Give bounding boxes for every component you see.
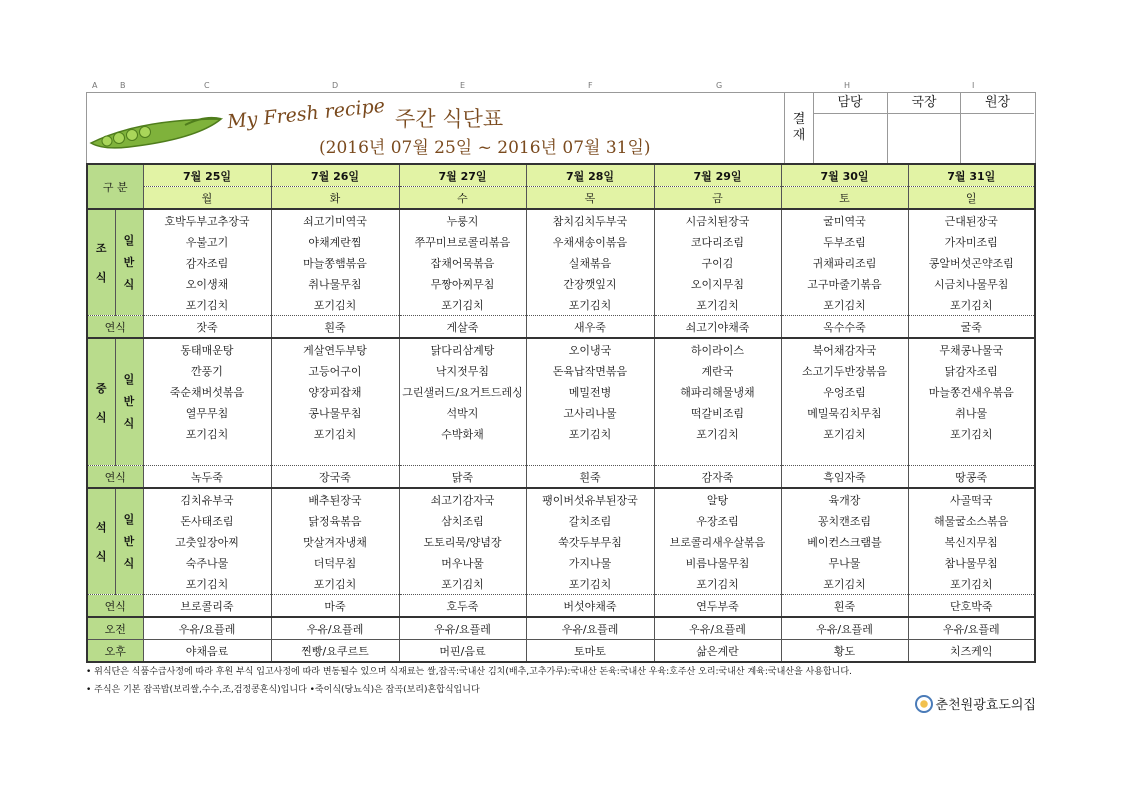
menu-row <box>87 510 1035 531</box>
dow-row <box>87 187 1035 210</box>
menu-row <box>87 231 1035 252</box>
menu-cell: 시금치된장국 <box>654 209 781 231</box>
menu-cell: 계란국 <box>654 360 781 381</box>
menu-cell <box>399 444 526 466</box>
menu-cell: 북어채감자국 <box>781 338 908 360</box>
menu-row <box>87 209 1035 231</box>
snack-cell: 우유/요플레 <box>526 617 654 640</box>
day-date: 7월 28일 <box>526 164 654 187</box>
menu-cell: 돈육납작면볶음 <box>526 360 654 381</box>
porridge-cell: 게살죽 <box>399 316 526 339</box>
menu-cell: 굴미역국 <box>781 209 908 231</box>
brand-name: My Fresh recipe <box>226 94 386 134</box>
menu-row <box>87 381 1035 402</box>
menu-cell <box>271 444 399 466</box>
footer <box>915 694 1036 713</box>
day-date: 7월 25일 <box>143 164 271 187</box>
menu-cell: 삼치조림 <box>399 510 526 531</box>
menu-row <box>87 488 1035 510</box>
snack-row <box>87 617 1035 640</box>
porridge-cell: 연두부죽 <box>654 595 781 618</box>
menu-cell: 포기김치 <box>781 294 908 316</box>
menu-cell: 고등어구이 <box>271 360 399 381</box>
menu-cell: 사골떡국 <box>908 488 1035 510</box>
menu-cell: 구이김 <box>654 252 781 273</box>
snack-cell: 치즈케익 <box>908 640 1035 663</box>
porridge-cell: 잣죽 <box>143 316 271 339</box>
menu-cell: 고구마줄기볶음 <box>781 273 908 294</box>
menu-cell: 누룽지 <box>399 209 526 231</box>
snack-cell: 토마토 <box>526 640 654 663</box>
menu-cell: 갈치조림 <box>526 510 654 531</box>
menu-row <box>87 360 1035 381</box>
menu-cell: 무짱아찌무침 <box>399 273 526 294</box>
snack-label: 오전 <box>87 617 143 640</box>
menu-cell: 오이냉국 <box>526 338 654 360</box>
menu-cell: 포기김치 <box>526 294 654 316</box>
day-of-week: 토 <box>781 187 908 210</box>
menu-cell: 메밀묵김치무침 <box>781 402 908 423</box>
menu-cell: 포기김치 <box>143 573 271 595</box>
porridge-row <box>87 316 1035 339</box>
menu-cell <box>526 444 654 466</box>
day-date: 7월 29일 <box>654 164 781 187</box>
menu-cell: 죽순채버섯볶음 <box>143 381 271 402</box>
weekly-menu-table <box>86 163 1036 663</box>
menu-cell: 깐풍기 <box>143 360 271 381</box>
menu-cell: 비름나물무침 <box>654 552 781 573</box>
menu-row <box>87 273 1035 294</box>
approval-label: 결 재 <box>785 93 814 163</box>
menu-cell: 포기김치 <box>781 573 908 595</box>
menu-cell: 닭정육볶음 <box>271 510 399 531</box>
menu-cell: 맛살겨자냉채 <box>271 531 399 552</box>
column-letter: F <box>588 81 593 90</box>
menu-row <box>87 573 1035 595</box>
porridge-cell: 옥수수죽 <box>781 316 908 339</box>
porridge-row <box>87 466 1035 489</box>
snack-cell: 우유/요플레 <box>781 617 908 640</box>
menu-cell: 오이생채 <box>143 273 271 294</box>
menu-cell: 포기김치 <box>908 423 1035 444</box>
breakfast-type-label <box>115 209 143 316</box>
menu-cell: 포기김치 <box>654 423 781 444</box>
menu-title: 주간 식단표 <box>395 107 504 131</box>
menu-cell: 복신지무침 <box>908 531 1035 552</box>
menu-cell: 우엉조림 <box>781 381 908 402</box>
porridge-cell: 장국죽 <box>271 466 399 489</box>
column-letter: A <box>92 81 98 90</box>
menu-cell: 도토리묵/양념장 <box>399 531 526 552</box>
approval-box <box>784 93 1035 163</box>
menu-cell: 알탕 <box>654 488 781 510</box>
lunch-side-label <box>87 338 115 466</box>
menu-cell: 우채새송이볶음 <box>526 231 654 252</box>
pea-pod-logo <box>89 113 229 151</box>
porridge-cell: 새우죽 <box>526 316 654 339</box>
menu-cell: 머우나물 <box>399 552 526 573</box>
menu-cell <box>143 444 271 466</box>
meal-label: 석 식 <box>95 521 107 563</box>
menu-row <box>87 423 1035 444</box>
meal-label: 조 식 <box>95 242 107 284</box>
lunch-type-label <box>115 338 143 466</box>
menu-cell: 우불고기 <box>143 231 271 252</box>
menu-cell: 고사리나물 <box>526 402 654 423</box>
approval-col-manager <box>813 93 888 163</box>
menu-cell: 하이라이스 <box>654 338 781 360</box>
menu-cell: 취나물 <box>908 402 1035 423</box>
snack-cell: 우유/요플레 <box>654 617 781 640</box>
menu-row <box>87 531 1035 552</box>
porridge-label: 연식 <box>87 466 143 489</box>
menu-cell: 그린샐러드/요거트드레싱 <box>399 381 526 402</box>
porridge-label: 연식 <box>87 316 143 339</box>
porridge-cell: 굴죽 <box>908 316 1035 339</box>
menu-cell: 포기김치 <box>271 423 399 444</box>
snack-cell: 삶은계란 <box>654 640 781 663</box>
meal-type: 일 반 식 <box>123 373 135 430</box>
menu-cell: 더덕무침 <box>271 552 399 573</box>
menu-cell: 베이컨스크램블 <box>781 531 908 552</box>
menu-cell: 포기김치 <box>399 573 526 595</box>
menu-row <box>87 252 1035 273</box>
approval-role: 담당 <box>813 93 887 114</box>
menu-header <box>86 92 1036 163</box>
menu-cell <box>654 444 781 466</box>
porridge-cell: 흰죽 <box>526 466 654 489</box>
menu-cell: 포기김치 <box>399 294 526 316</box>
menu-cell: 닭다리삼계탕 <box>399 338 526 360</box>
porridge-cell: 마죽 <box>271 595 399 618</box>
menu-cell: 쭈꾸미브로콜리볶음 <box>399 231 526 252</box>
note-line: • 주식은 기본 잡곡밥(보리쌀,수수,조,검정콩혼식)입니다 •죽이식(당뇨식)은 잡곡(보리)혼합식입니다 <box>86 685 480 695</box>
menu-cell: 꽁치캔조림 <box>781 510 908 531</box>
menu-cell: 취나물무침 <box>271 273 399 294</box>
menu-cell: 양장피잡채 <box>271 381 399 402</box>
porridge-cell: 땅콩죽 <box>908 466 1035 489</box>
menu-sheet <box>86 92 1036 663</box>
menu-cell: 게살연두부탕 <box>271 338 399 360</box>
menu-cell <box>781 444 908 466</box>
dinner-type-label <box>115 488 143 595</box>
notes <box>86 663 852 699</box>
menu-cell: 콩알버섯곤약조림 <box>908 252 1035 273</box>
menu-row <box>87 444 1035 466</box>
day-of-week: 금 <box>654 187 781 210</box>
day-of-week: 화 <box>271 187 399 210</box>
menu-cell: 소고기두반장볶음 <box>781 360 908 381</box>
menu-cell: 감자조림 <box>143 252 271 273</box>
day-of-week: 일 <box>908 187 1035 210</box>
menu-cell: 포기김치 <box>908 573 1035 595</box>
menu-cell: 참치김치두부국 <box>526 209 654 231</box>
menu-cell: 코다리조림 <box>654 231 781 252</box>
menu-cell: 포기김치 <box>781 423 908 444</box>
menu-cell: 가지나물 <box>526 552 654 573</box>
snack-cell: 찐빵/요쿠르트 <box>271 640 399 663</box>
snack-cell: 우유/요플레 <box>143 617 271 640</box>
menu-cell: 포기김치 <box>526 423 654 444</box>
day-date: 7월 26일 <box>271 164 399 187</box>
menu-cell: 팽이버섯유부된장국 <box>526 488 654 510</box>
menu-cell: 닭감자조림 <box>908 360 1035 381</box>
menu-cell: 포기김치 <box>526 573 654 595</box>
menu-cell: 잡채어묵볶음 <box>399 252 526 273</box>
menu-cell: 육개장 <box>781 488 908 510</box>
menu-cell: 포기김치 <box>143 423 271 444</box>
menu-cell: 고춧잎장아찌 <box>143 531 271 552</box>
column-letter: I <box>972 81 975 90</box>
menu-cell: 열무무침 <box>143 402 271 423</box>
menu-cell <box>908 444 1035 466</box>
meal-type: 일 반 식 <box>123 233 135 291</box>
menu-cell: 야채계란찜 <box>271 231 399 252</box>
snack-cell: 황도 <box>781 640 908 663</box>
menu-cell: 낙지젓무침 <box>399 360 526 381</box>
menu-row <box>87 294 1035 316</box>
menu-cell: 해물굴소스볶음 <box>908 510 1035 531</box>
menu-cell: 쇠고기미역국 <box>271 209 399 231</box>
meal-label: 중 식 <box>95 381 107 424</box>
gubun-label: 구 분 <box>87 164 143 209</box>
porridge-cell: 흰죽 <box>271 316 399 339</box>
menu-cell: 수박화채 <box>399 423 526 444</box>
day-date: 7월 31일 <box>908 164 1035 187</box>
menu-cell: 쑥갓두부무침 <box>526 531 654 552</box>
menu-cell: 배추된장국 <box>271 488 399 510</box>
porridge-cell: 흑임자죽 <box>781 466 908 489</box>
emblem-icon <box>915 695 933 713</box>
menu-cell: 해파리해물냉채 <box>654 381 781 402</box>
column-letter: D <box>332 81 339 90</box>
porridge-cell: 단호박죽 <box>908 595 1035 618</box>
day-of-week: 목 <box>526 187 654 210</box>
menu-cell: 마늘쫑햄볶음 <box>271 252 399 273</box>
snack-cell: 머핀/음료 <box>399 640 526 663</box>
menu-cell: 돈사태조림 <box>143 510 271 531</box>
menu-cell: 참나물무침 <box>908 552 1035 573</box>
menu-cell: 쇠고기감자국 <box>399 488 526 510</box>
menu-cell: 동태매운탕 <box>143 338 271 360</box>
day-date: 7월 30일 <box>781 164 908 187</box>
dinner-side-label <box>87 488 115 595</box>
date-row <box>87 164 1035 187</box>
column-letter: E <box>460 81 466 90</box>
breakfast-side-label <box>87 209 115 316</box>
porridge-cell: 흰죽 <box>781 595 908 618</box>
menu-cell: 두부조림 <box>781 231 908 252</box>
menu-cell: 근대된장국 <box>908 209 1035 231</box>
meal-type: 일 반 식 <box>123 512 135 570</box>
menu-row <box>87 552 1035 573</box>
porridge-cell: 버섯야채죽 <box>526 595 654 618</box>
porridge-cell: 닭죽 <box>399 466 526 489</box>
menu-cell: 석박지 <box>399 402 526 423</box>
menu-cell: 포기김치 <box>908 294 1035 316</box>
day-date: 7월 27일 <box>399 164 526 187</box>
day-of-week: 월 <box>143 187 271 210</box>
approval-role: 원장 <box>961 93 1034 114</box>
porridge-cell: 호두죽 <box>399 595 526 618</box>
note-line: • 위식단은 식품수급사정에 따라 후원 부식 입고사정에 따라 변동될수 있으며 식재료는 쌀,잡곡:국내산 김치(배추,고추가루):국내산 돈육:국내산 우육:호주산 오리:국내산 계육:국내산을 사용합니다. <box>86 667 852 677</box>
menu-cell: 마늘쫑건새우볶음 <box>908 381 1035 402</box>
menu-cell: 김치유부국 <box>143 488 271 510</box>
snack-cell: 우유/요플레 <box>908 617 1035 640</box>
menu-cell: 귀채파리조림 <box>781 252 908 273</box>
porridge-cell: 브로콜리죽 <box>143 595 271 618</box>
menu-cell: 시금치나물무침 <box>908 273 1035 294</box>
menu-cell: 포기김치 <box>143 294 271 316</box>
menu-cell: 메밀전병 <box>526 381 654 402</box>
menu-cell: 콩나물무침 <box>271 402 399 423</box>
menu-period: (2016년 07월 25일 ~ 2016년 07월 31일) <box>319 138 651 158</box>
approval-role: 국장 <box>888 93 960 114</box>
menu-cell: 브로콜리새우살볶음 <box>654 531 781 552</box>
menu-cell: 포기김치 <box>654 294 781 316</box>
menu-cell: 가자미조림 <box>908 231 1035 252</box>
porridge-cell: 쇠고기야채죽 <box>654 316 781 339</box>
menu-cell: 포기김치 <box>654 573 781 595</box>
menu-cell: 간장깻잎지 <box>526 273 654 294</box>
menu-row <box>87 338 1035 360</box>
porridge-label: 연식 <box>87 595 143 618</box>
day-of-week: 수 <box>399 187 526 210</box>
menu-cell: 포기김치 <box>271 294 399 316</box>
menu-cell: 무채콩나물국 <box>908 338 1035 360</box>
column-letter: G <box>716 81 723 90</box>
menu-row <box>87 402 1035 423</box>
approval-col-head <box>961 93 1034 163</box>
menu-cell: 무나물 <box>781 552 908 573</box>
snack-cell: 우유/요플레 <box>271 617 399 640</box>
menu-cell: 우장조림 <box>654 510 781 531</box>
porridge-row <box>87 595 1035 618</box>
snack-label: 오후 <box>87 640 143 663</box>
porridge-cell: 감자죽 <box>654 466 781 489</box>
menu-cell: 숙주나물 <box>143 552 271 573</box>
menu-cell: 오이지무침 <box>654 273 781 294</box>
snack-row <box>87 640 1035 663</box>
menu-cell: 포기김치 <box>271 573 399 595</box>
porridge-cell: 녹두죽 <box>143 466 271 489</box>
menu-cell: 실채볶음 <box>526 252 654 273</box>
column-letter: H <box>844 81 851 90</box>
menu-cell: 떡갈비조림 <box>654 402 781 423</box>
column-letter: B <box>120 81 126 90</box>
footer-org: 춘천원광효도의집 <box>935 698 1036 713</box>
snack-cell: 우유/요플레 <box>399 617 526 640</box>
column-letter: C <box>204 81 210 90</box>
menu-cell: 호박두부고추장국 <box>143 209 271 231</box>
snack-cell: 야채음료 <box>143 640 271 663</box>
approval-col-director <box>888 93 961 163</box>
